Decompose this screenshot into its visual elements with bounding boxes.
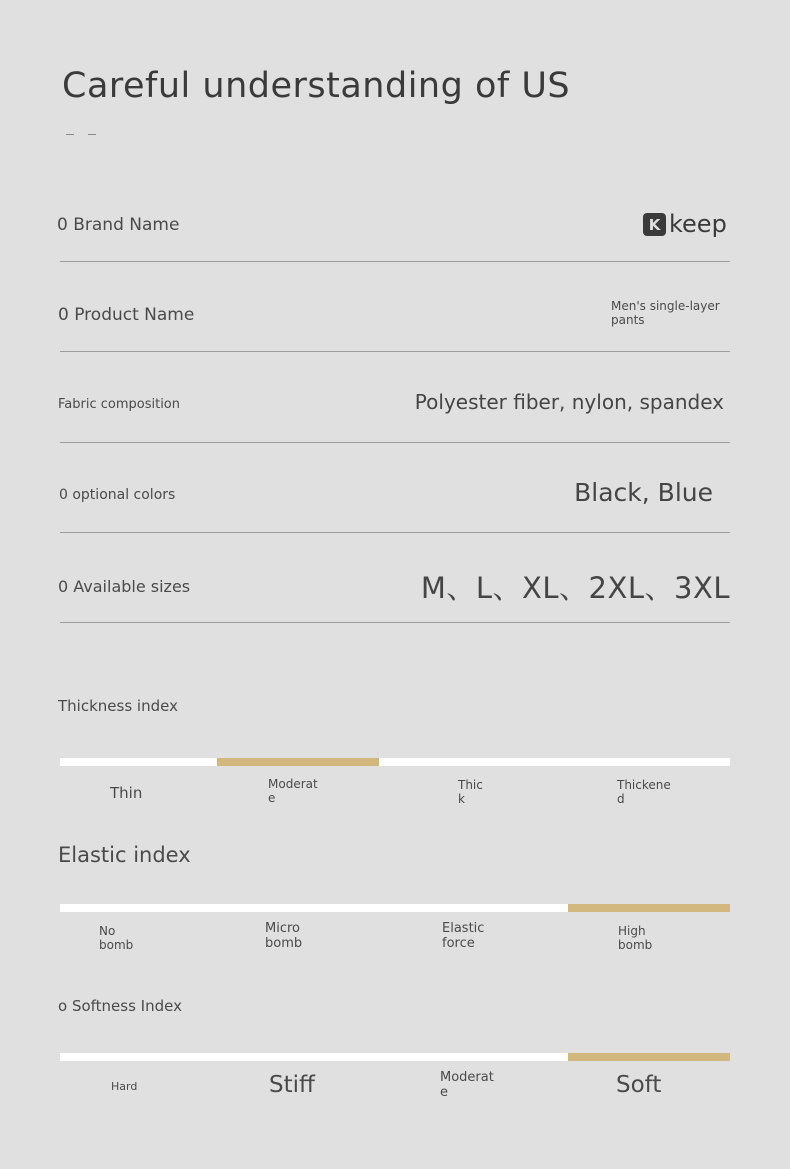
elastic-label: Elastic index — [58, 843, 191, 867]
softness-level: Hard — [111, 1080, 138, 1093]
page-title: Careful understanding of US — [62, 66, 571, 106]
thickness-level: Thickene d — [617, 778, 671, 806]
thickness-level: Thin — [110, 784, 143, 802]
colors-label: 0 optional colors — [59, 487, 176, 503]
product-value — [611, 299, 720, 327]
divider — [60, 532, 730, 533]
elastic-bar — [60, 904, 730, 912]
divider — [60, 622, 730, 623]
thickness-highlight — [217, 758, 379, 766]
softness-level: Stiff — [269, 1072, 315, 1098]
thickness-label: Thickness index — [58, 697, 178, 715]
keep-logo — [643, 210, 727, 238]
product-label: 0 Product Name — [58, 305, 195, 325]
logo-badge-icon: K — [643, 213, 666, 236]
elastic-level: High bomb — [618, 924, 653, 952]
divider — [60, 261, 730, 262]
brand-label: 0 Brand Name — [57, 215, 180, 235]
softness-label: o Softness Index — [58, 997, 182, 1015]
fabric-value: Polyester fiber, nylon, spandex — [414, 390, 724, 414]
softness-highlight — [568, 1053, 730, 1061]
elastic-level: Micro bomb — [265, 921, 303, 951]
softness-level: Soft — [616, 1072, 662, 1098]
elastic-level: Elastic force — [442, 921, 485, 951]
logo-wordmark: keep — [669, 210, 727, 238]
elastic-highlight — [568, 904, 730, 912]
title-underline-marks — [66, 120, 110, 139]
product-value-line1: Men's single-layer — [611, 299, 720, 313]
divider — [60, 351, 730, 352]
colors-value: Black, Blue — [574, 478, 713, 507]
product-value-line2: pants — [611, 313, 645, 327]
thickness-level: Moderat e — [268, 777, 318, 805]
fabric-label: Fabric composition — [58, 397, 180, 412]
softness-bar — [60, 1053, 730, 1061]
thickness-level: Thic k — [458, 778, 483, 806]
elastic-level: No bomb — [99, 924, 134, 952]
softness-level: Moderat e — [440, 1070, 494, 1100]
sizes-label: 0 Available sizes — [58, 577, 191, 596]
divider — [60, 442, 730, 443]
thickness-bar — [60, 758, 730, 766]
sizes-value: M、L、XL、2XL、3XL — [420, 571, 730, 605]
